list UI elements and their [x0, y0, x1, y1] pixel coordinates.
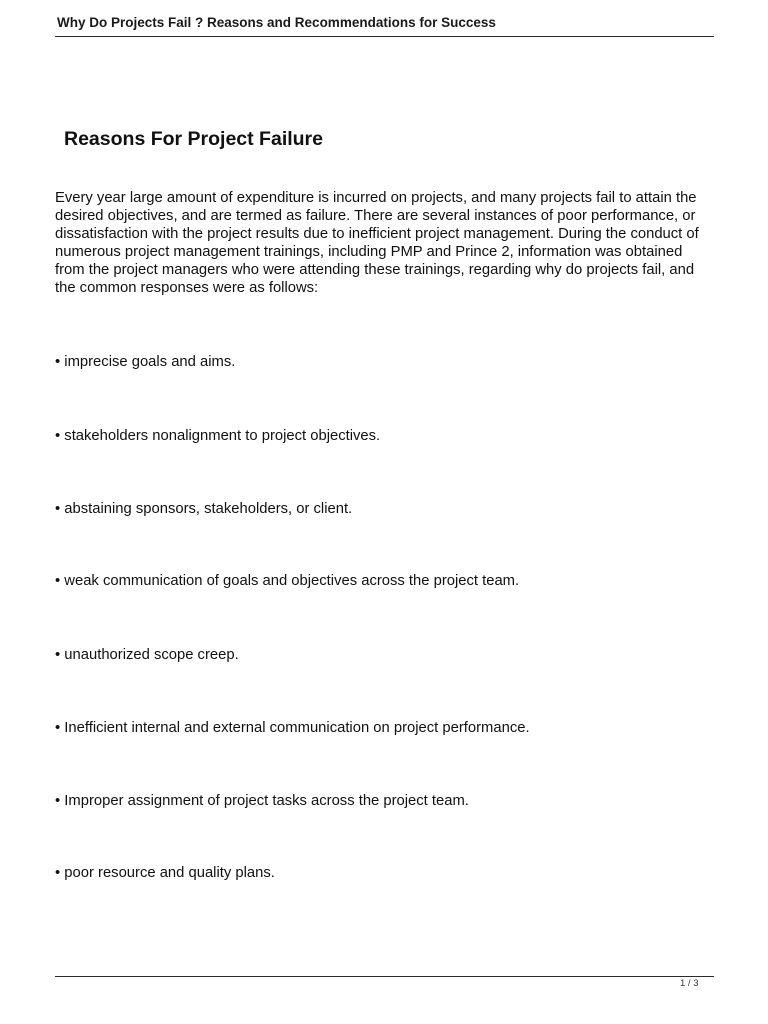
intro-paragraph: Every year large amount of expenditure is incurred on projects, and many projects fail to attain the desired objectives, and are termed as failure. There are several instances of poor performance, or dissatisfaction with the project results due to inefficient project management. During the conduct of numerous project management trainings, including PMP and Prince 2, information was obtained from the project managers who were attending these trainings, regarding why do projects fail, and the common responses were as follows:: [55, 190, 699, 296]
bullet-item-7: • Improper assignment of project tasks across the project team.: [55, 793, 469, 809]
bullet-item-1: • imprecise goals and aims.: [55, 354, 236, 370]
header-divider: [55, 36, 714, 37]
bullet-item-6: • Inefficient internal and external communication on project performance.: [55, 720, 530, 736]
section-title: Reasons For Project Failure: [64, 128, 323, 150]
bullet-item-2: • stakeholders nonalignment to project objectives.: [55, 428, 381, 444]
footer-divider: [55, 976, 714, 977]
bullet-item-3: • abstaining sponsors, stakeholders, or client.: [55, 501, 353, 517]
bullet-item-4: • weak communication of goals and objectives across the project team.: [55, 573, 520, 589]
running-header-title: Why Do Projects Fail ? Reasons and Recommendations for Success: [57, 15, 496, 30]
page-number: 1 / 3: [680, 978, 699, 989]
bullet-item-5: • unauthorized scope creep.: [55, 647, 239, 663]
bullet-item-8: • poor resource and quality plans.: [55, 865, 275, 881]
